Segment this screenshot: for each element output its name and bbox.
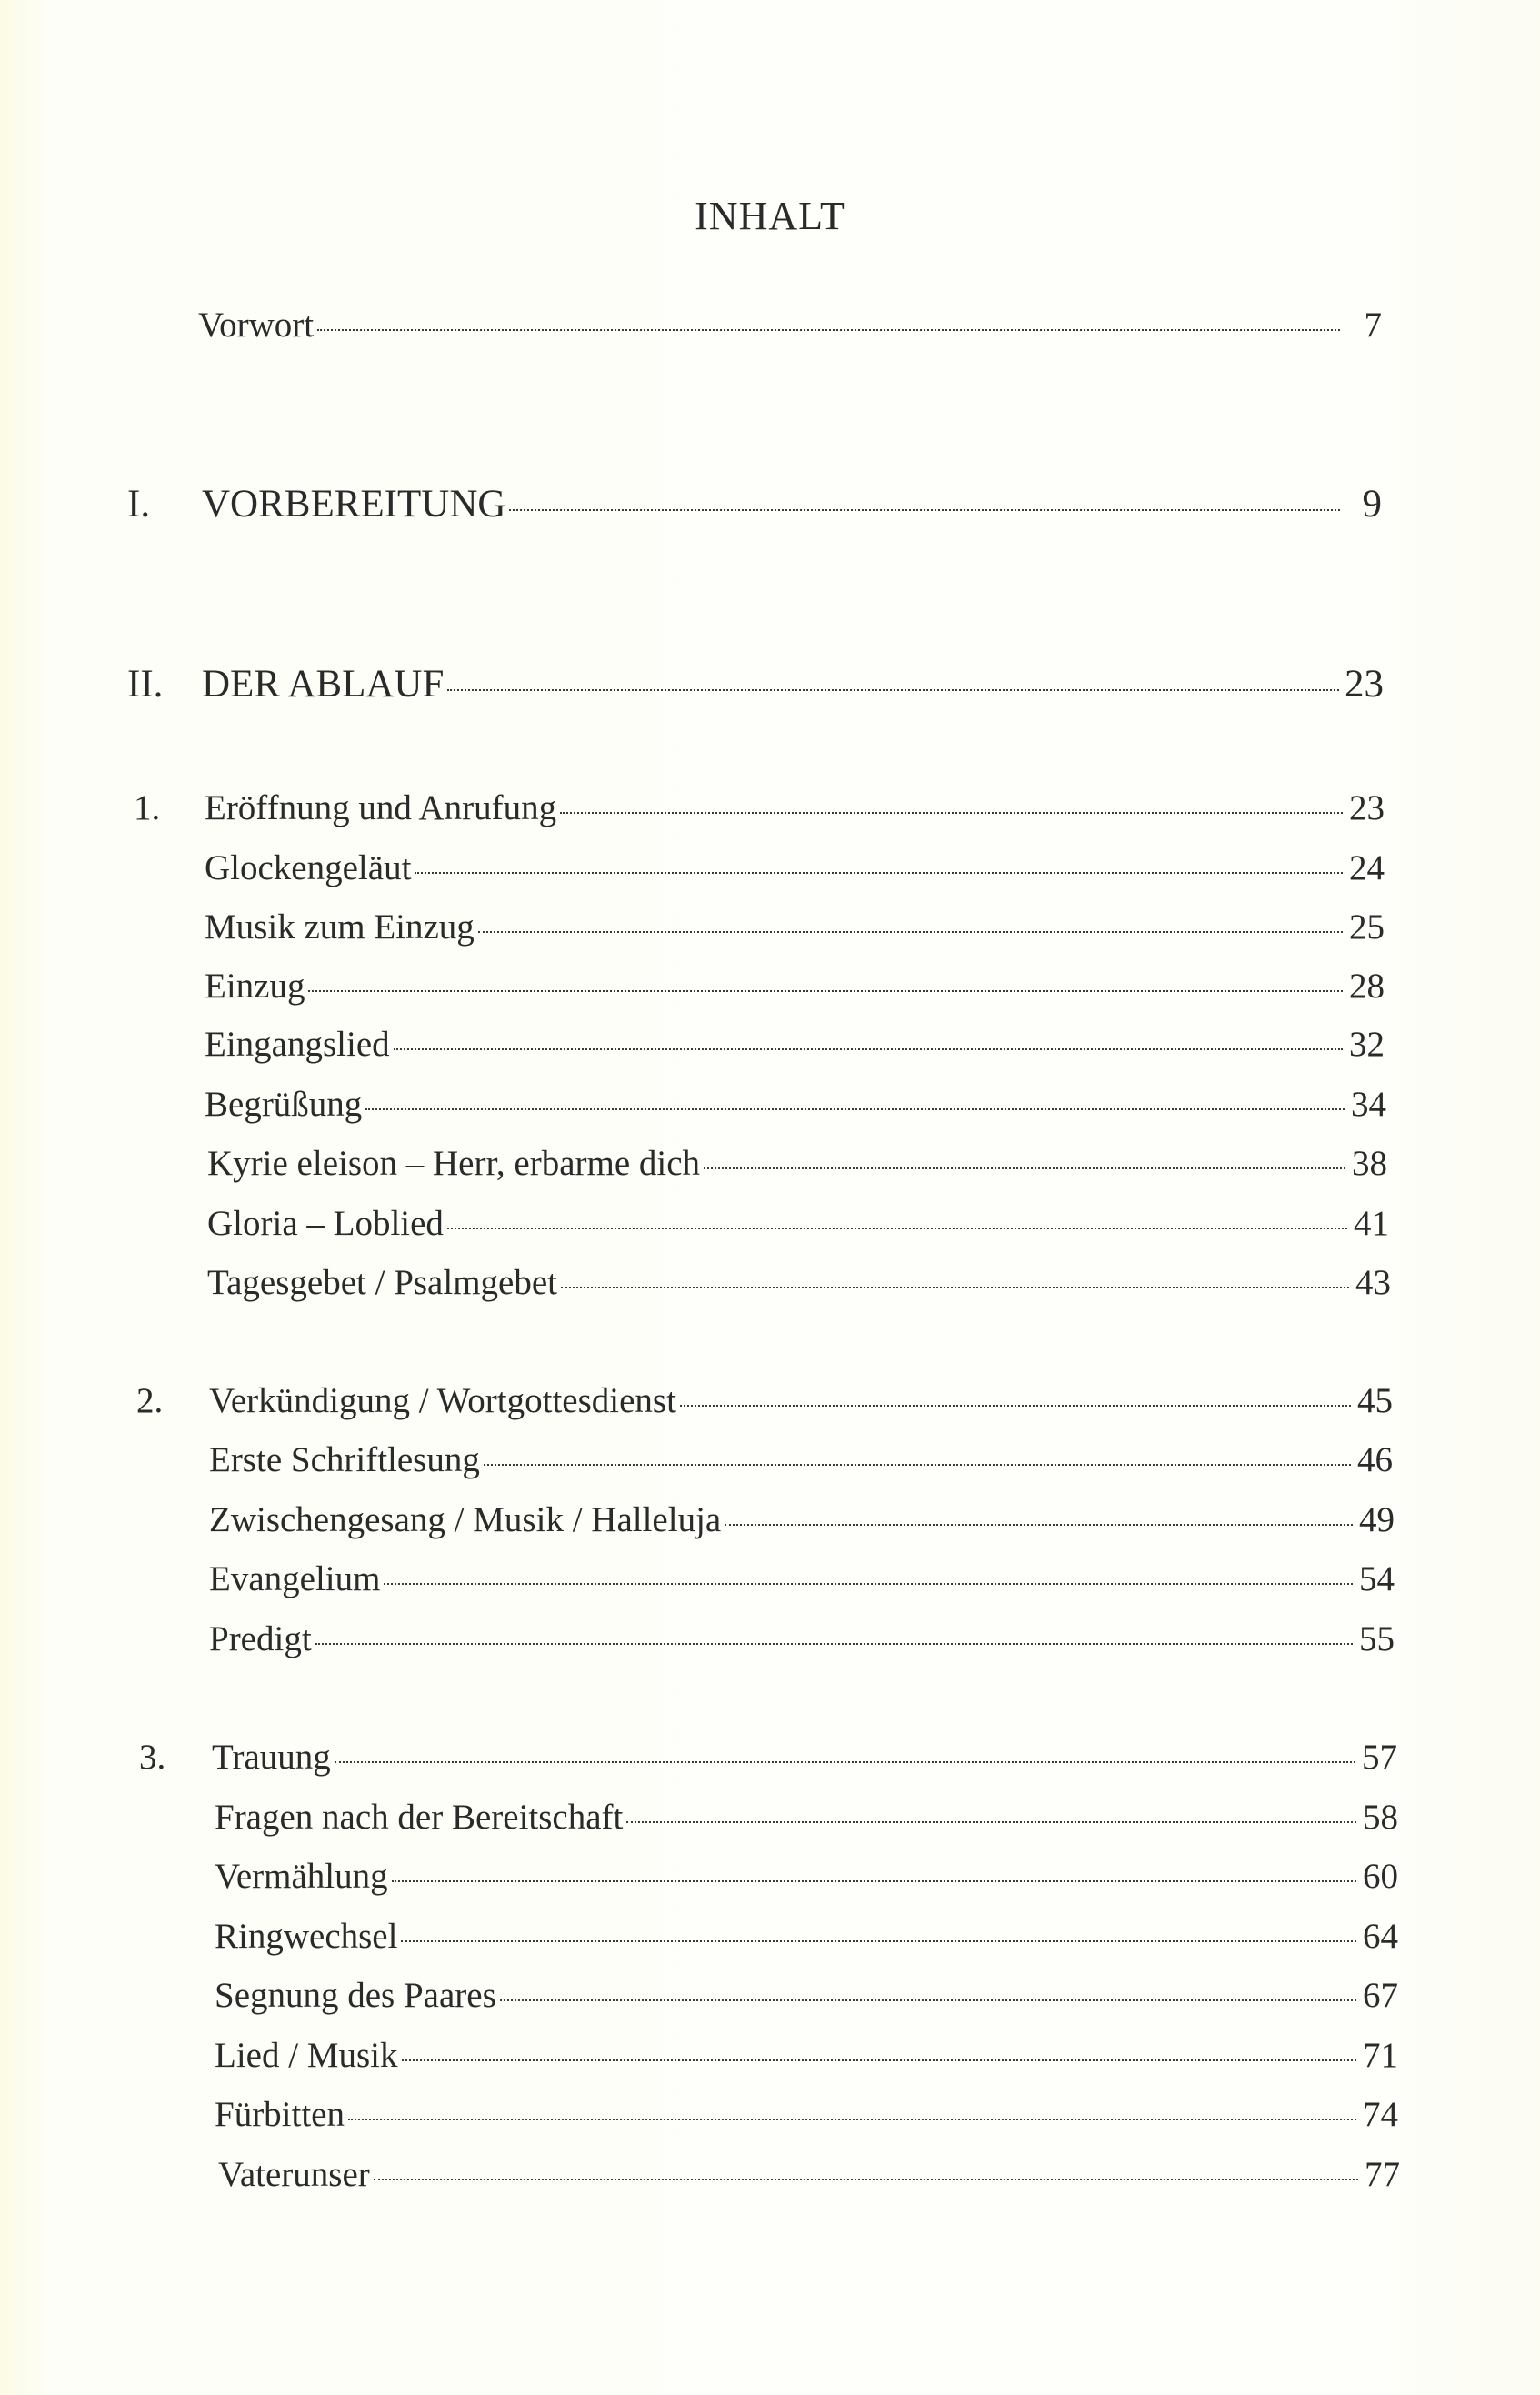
dot-leader — [317, 329, 1340, 331]
toc-entry-page: 67 — [1363, 1976, 1398, 2015]
dot-leader — [401, 1940, 1356, 1942]
toc-entry-label: Segnung des Paares — [215, 1976, 496, 2015]
toc-entry-page: 24 — [1349, 848, 1385, 887]
dot-leader — [500, 1999, 1356, 2001]
dot-leader — [415, 872, 1343, 874]
toc-entry[interactable] — [134, 787, 1385, 828]
toc-entry-page: 55 — [1359, 1619, 1395, 1658]
toc-entry-page: 34 — [1351, 1085, 1386, 1124]
toc-entry-label: Vermählung — [215, 1857, 388, 1896]
dot-leader — [365, 1108, 1345, 1110]
toc-entry-label: Lied / Musik — [215, 2036, 398, 2075]
toc-entry-label: Einzug — [205, 967, 305, 1006]
dot-leader — [626, 1821, 1356, 1823]
toc-entry-label: Evangelium — [209, 1559, 381, 1598]
toc-part-label: VORBEREITUNG — [202, 483, 506, 526]
toc-entry-page: 71 — [1363, 2036, 1398, 2075]
dot-leader — [384, 1583, 1353, 1585]
dot-leader — [704, 1167, 1345, 1169]
toc-entry[interactable] — [209, 1499, 1395, 1540]
dot-leader — [315, 1643, 1353, 1645]
dot-leader — [680, 1405, 1351, 1407]
dot-leader — [335, 1761, 1355, 1763]
toc-entry[interactable] — [207, 1143, 1387, 1184]
toc-entry-page: 7 — [1364, 306, 1382, 345]
toc-entry[interactable] — [215, 2035, 1398, 2076]
toc-entry[interactable] — [205, 1024, 1385, 1065]
toc-entry-page: 58 — [1363, 1798, 1398, 1837]
toc-entry-page: 38 — [1352, 1144, 1387, 1183]
toc-entry[interactable] — [205, 847, 1385, 888]
toc-entry-page: 43 — [1355, 1263, 1391, 1302]
toc-entry[interactable] — [207, 1203, 1389, 1244]
toc-entry-label: Verkündigung / Wortgottesdienst — [209, 1381, 676, 1420]
toc-entry[interactable] — [209, 1558, 1395, 1599]
dot-leader — [478, 931, 1343, 933]
toc-entry-label: Zwischengesang / Musik / Halleluja — [209, 1500, 722, 1539]
toc-entry[interactable] — [205, 1084, 1386, 1125]
toc-entry-page: 25 — [1349, 907, 1385, 947]
toc-entry-label: Ringwechsel — [215, 1917, 398, 1956]
toc-entry-page: 60 — [1363, 1857, 1398, 1896]
toc-entry[interactable] — [207, 1262, 1391, 1303]
toc-entry-label: Eingangslied — [205, 1025, 390, 1064]
dot-leader — [348, 2119, 1356, 2120]
dot-leader — [402, 2059, 1357, 2061]
toc-entry[interactable] — [215, 1916, 1398, 1957]
toc-part-vorbereitung[interactable] — [127, 482, 1382, 526]
toc-entry[interactable] — [215, 1975, 1398, 2016]
dot-leader — [447, 1228, 1347, 1229]
toc-entry-page: 46 — [1357, 1440, 1393, 1479]
toc-entry-page: 28 — [1349, 967, 1385, 1006]
toc-part-page: 23 — [1345, 663, 1384, 706]
toc-entry-page: 54 — [1359, 1559, 1395, 1598]
toc-entry-label: Erste Schriftlesung — [209, 1440, 480, 1479]
toc-entry-label: Predigt — [209, 1619, 312, 1658]
toc-entry-page: 23 — [1349, 788, 1385, 827]
dot-leader — [308, 990, 1343, 992]
dot-leader — [484, 1464, 1351, 1466]
part-number: II. — [127, 663, 164, 706]
toc-entry-page: 45 — [1357, 1381, 1393, 1420]
toc-entry-page: 57 — [1362, 1738, 1397, 1777]
toc-entry-page: 77 — [1365, 2155, 1400, 2194]
dot-leader — [725, 1524, 1353, 1526]
toc-entry[interactable] — [205, 966, 1385, 1007]
toc-entry[interactable] — [139, 1737, 1397, 1778]
toc-entry[interactable] — [218, 2154, 1400, 2195]
toc-entry[interactable] — [205, 907, 1385, 947]
dot-leader — [561, 1287, 1349, 1288]
toc-entry[interactable] — [215, 1856, 1398, 1897]
toc-entry[interactable] — [215, 2094, 1398, 2135]
toc-entry-label: Vorwort — [198, 306, 315, 345]
toc-entry[interactable] — [209, 1618, 1395, 1659]
toc-entry-label: Gloria – Loblied — [207, 1204, 444, 1243]
dot-leader — [447, 689, 1339, 691]
toc-entry[interactable] — [209, 1439, 1393, 1480]
toc-entry-page: 64 — [1363, 1917, 1398, 1956]
toc-entry-label: Fürbitten — [215, 2095, 345, 2134]
section-number: 2. — [136, 1381, 164, 1420]
toc-entry-label: Fragen nach der Bereitschaft — [215, 1798, 624, 1837]
part-number: I. — [127, 483, 151, 526]
toc-entry-vorwort[interactable] — [198, 305, 1382, 346]
toc-entry-page: 74 — [1363, 2095, 1398, 2134]
toc-entry-page: 49 — [1359, 1500, 1395, 1539]
dot-leader — [394, 1048, 1343, 1050]
toc-entry-label: Tagesgebet / Psalmgebet — [207, 1263, 557, 1302]
toc-part-der-ablauf[interactable] — [127, 662, 1384, 706]
toc-part-page: 9 — [1362, 483, 1382, 526]
toc-entry-label: Trauung — [212, 1738, 331, 1777]
dot-leader — [560, 812, 1343, 814]
toc-entry-page: 32 — [1349, 1025, 1385, 1064]
toc-entry-label: Begrüßung — [205, 1085, 363, 1124]
toc-entry-label: Musik zum Einzug — [205, 907, 475, 947]
toc-entry[interactable] — [215, 1797, 1398, 1838]
page-title: INHALT — [695, 194, 845, 238]
section-number: 3. — [139, 1738, 166, 1777]
dot-leader — [509, 509, 1340, 511]
toc-entry-page: 41 — [1354, 1204, 1389, 1243]
section-number: 1. — [134, 788, 161, 827]
toc-entry-label: Glockengeläut — [205, 848, 412, 887]
toc-entry[interactable] — [136, 1380, 1393, 1421]
toc-entry-label: Kyrie eleison – Herr, erbarme dich — [207, 1144, 701, 1183]
toc-entry-label: Eröffnung und Anrufung — [205, 788, 557, 827]
dot-leader — [374, 2179, 1358, 2180]
toc-entry-label: Vaterunser — [218, 2155, 370, 2194]
dot-leader — [392, 1880, 1356, 1882]
toc-part-label: DER ABLAUF — [202, 663, 445, 706]
